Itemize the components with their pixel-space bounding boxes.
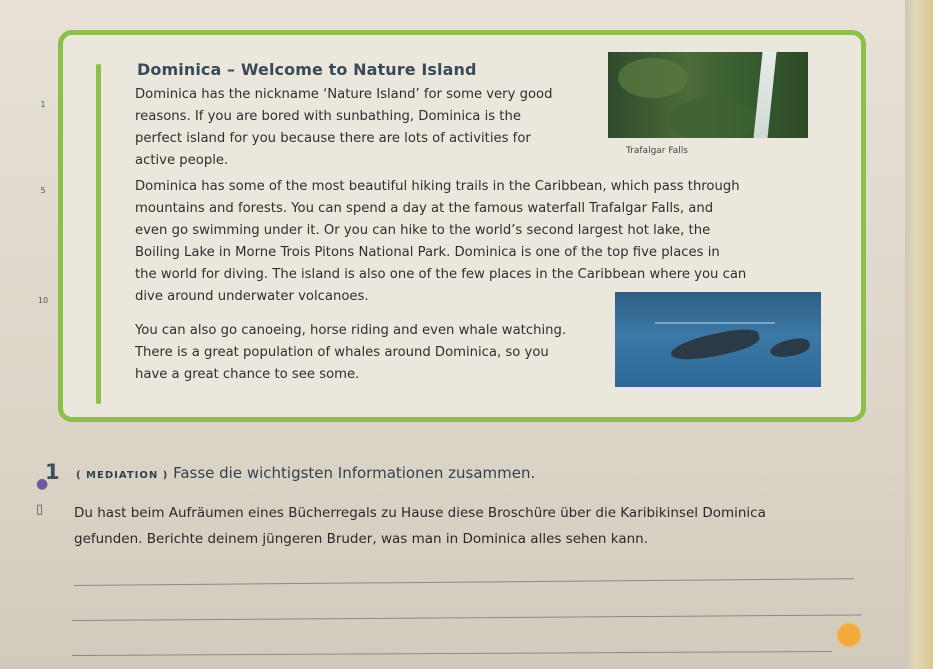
line-number: 5 [40,186,46,195]
text-line: even go swimming under it. Or you can hike to the world’s second largest hot lake, the [135,223,711,238]
text-line: have a great chance to see some. [135,367,360,382]
water-surface [655,322,775,324]
text-line: Boiling Lake in Morne Trois Pitons National Park. Dominica is one of the top five places in [135,245,720,260]
answer-line [74,578,854,586]
text-line: reasons. If you are bored with sunbathing, Dominica is the [135,109,521,124]
text-line: Du hast beim Aufräumen eines Bücherregals zu Hause diese Broschüre über die Karibikinsel Dominica [74,505,766,521]
task-heading [76,464,535,482]
workbook-icon: ▯ [36,502,44,517]
text-line: Dominica has some of the most beautiful hiking trails in the Caribbean, which pass through [135,179,740,194]
line-number: 1 [40,100,46,109]
line-number: 10 [37,296,49,305]
text-line: There is a great population of whales around Dominica, so you [135,345,549,360]
foliage [618,58,688,98]
answer-line [72,651,832,656]
audio-marker-icon [838,624,860,646]
text-line: the world for diving. The island is also one of the few places in the Caribbean where you can [135,267,747,282]
page-edge [905,0,933,669]
text-line: mountains and forests. You can spend a day at the famous waterfall Trafalgar Falls, and [135,201,714,216]
task-title: Fasse die wichtigsten Informationen zusammen. [173,464,536,482]
text-line: active people. [135,153,229,168]
article-title: Dominica – Welcome to Nature Island [137,60,477,79]
paragraph-3 [135,320,610,386]
foliage [668,98,758,138]
paragraph-2 [135,176,835,308]
answer-line [72,614,862,621]
text-line: You can also go canoeing, horse riding and even whale watching. [135,323,567,338]
whale [769,336,811,360]
trafalgar-falls-photo [608,52,808,138]
whale-photo [615,292,821,387]
whale [669,325,762,365]
paragraph-1 [135,84,605,172]
margin-bar [96,64,101,404]
waterfall [753,52,776,138]
task-tag: ( MEDIATION ) [76,470,169,481]
task-instructions [74,500,766,552]
text-line: Dominica has the nickname ‘Nature Island’ for some very good [135,87,553,102]
mediation-bulb-icon: ● [36,476,49,492]
photo-caption: Trafalgar Falls [626,146,688,156]
text-line: dive around underwater volcanoes. [135,289,369,304]
task-number: 1 [45,460,60,484]
text-line: gefunden. Berichte deinem jüngeren Bruder, was man in Dominica alles sehen kann. [74,531,649,547]
text-line: perfect island for you because there are lots of activities for [135,131,531,146]
